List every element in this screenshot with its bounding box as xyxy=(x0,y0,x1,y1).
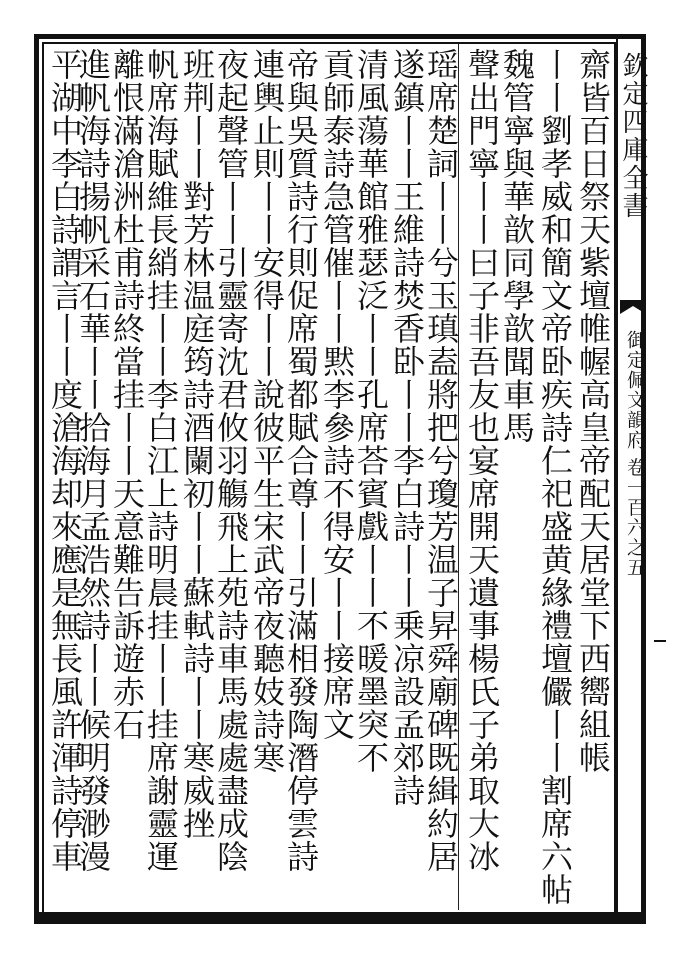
text-column-8: 貢師泰詩急管催丨丨黙李參詩不得安丨丨接席文 xyxy=(318,48,356,741)
text-column-6: 遂鎮丨丨王維詩焚香卧丨丨李白詩丨丨乗凉設孟郊詩 xyxy=(388,48,426,807)
text-column-3: 魏管寧與華歆同學歆聞車馬 xyxy=(498,48,536,444)
text-column-15: 進帆海詩揚帆采石華丨丨拾海月孟浩然詩丨丨候明發渺漫 xyxy=(74,48,112,873)
fishtail-mark-icon xyxy=(620,300,646,314)
margin-title: 欽定四庫全書 xyxy=(618,52,648,220)
page-frame-bottom xyxy=(34,912,646,924)
text-column-2: 丨丨劉孝威和簡文帝卧疾詩仁祀盛黄緣禮壇儼丨丨割席六帖 xyxy=(536,48,574,906)
text-column-12: 班荆丨丨對芳林温庭筠詩酒闌初丨丨蘇軾詩丨丨寒威挫 xyxy=(178,48,216,840)
text-column-16: 平湖中李白詩謂言丨丨度滄海却來應是無長風許渾詩停車 xyxy=(46,48,84,873)
text-column-1: 齋皆百日祭天紫壇帷幄高皇帝配天居堂下西嚮組帳 xyxy=(574,48,612,774)
text-column-4: 聲出門寧丨丨曰子非吾友也宴席開天遺事楊氏子弟取大冰 xyxy=(463,48,501,873)
text-column-10: 連輿止則丨丨安得丨丨說彼平生宋武帝夜聽妓詩寒 xyxy=(248,48,286,774)
text-column-13: 帆席海賦維長綃挂丨丨李白江上詩明晨挂丨丨挂席謝靈運 xyxy=(142,48,180,873)
text-column-7: 清風蕩華館雅瑟泛丨丨孔席荅賓戲丨丨不暖墨突不 xyxy=(352,48,390,774)
text-column-5: 瑶席楚詞丨丨兮玉瑱盍將把兮瓊芳温子昇舜廟碑既緝約居 xyxy=(422,48,460,873)
text-column-9: 帝與吳質詩行則促席蜀都賦合尊丨丨引滿相發陶潛停雲詩 xyxy=(282,48,320,873)
margin-tick xyxy=(654,640,666,642)
text-column-11: 夜起聲管丨丨引靈寄沈君攸羽觴飛上苑詩車馬處處盡成陰 xyxy=(212,48,250,873)
text-column-14: 離恨滿滄洲杜甫詩終當挂丨丨天意難告訴遊赤石 xyxy=(108,48,146,741)
margin-book-title: 御定佩文韻府 卷一百六之五 xyxy=(624,330,646,578)
